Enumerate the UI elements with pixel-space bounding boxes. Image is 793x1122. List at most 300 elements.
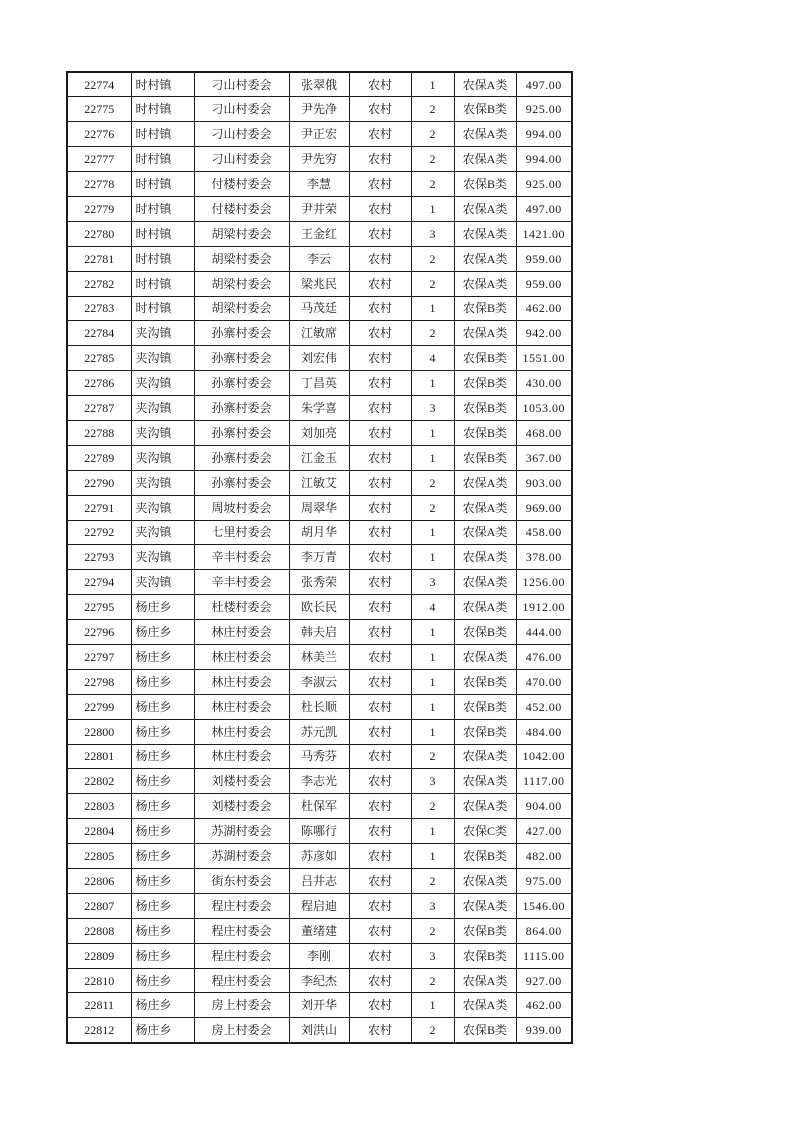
cell-village: 孙寨村委会 [194,321,289,346]
cell-id: 22812 [67,1018,131,1043]
cell-town: 时村镇 [131,72,194,97]
cell-category: 农保A类 [454,570,516,595]
table-row [67,744,572,769]
cell-residence: 农村 [349,769,411,794]
cell-residence: 农村 [349,396,411,421]
cell-town: 杨庄乡 [131,595,194,620]
table-row [67,271,572,296]
cell-name: 王金红 [289,221,349,246]
cell-town: 时村镇 [131,271,194,296]
cell-amount: 994.00 [516,122,572,147]
cell-amount: 482.00 [516,844,572,869]
cell-residence: 农村 [349,271,411,296]
cell-village: 林庄村委会 [194,744,289,769]
cell-town: 杨庄乡 [131,719,194,744]
cell-town: 夹沟镇 [131,445,194,470]
table-row [67,595,572,620]
cell-category: 农保B类 [454,346,516,371]
table-row [67,669,572,694]
table-row [67,445,572,470]
cell-category: 农保A类 [454,893,516,918]
cell-residence: 农村 [349,943,411,968]
cell-id: 22801 [67,744,131,769]
table-row [67,844,572,869]
cell-town: 杨庄乡 [131,869,194,894]
cell-category: 农保A类 [454,794,516,819]
cell-persons: 1 [411,72,454,97]
cell-name: 董绪建 [289,918,349,943]
cell-village: 刁山村委会 [194,147,289,172]
cell-residence: 农村 [349,794,411,819]
cell-category: 农保A类 [454,968,516,993]
cell-amount: 1421.00 [516,221,572,246]
cell-residence: 农村 [349,719,411,744]
cell-id: 22789 [67,445,131,470]
cell-residence: 农村 [349,744,411,769]
payment-table [66,71,573,1044]
cell-amount: 484.00 [516,719,572,744]
cell-id: 22790 [67,470,131,495]
cell-id: 22774 [67,72,131,97]
cell-name: 李万青 [289,545,349,570]
cell-village: 孙寨村委会 [194,420,289,445]
cell-category: 农保A类 [454,221,516,246]
cell-category: 农保C类 [454,819,516,844]
cell-category: 农保B类 [454,719,516,744]
cell-name: 韩夫启 [289,620,349,645]
cell-village: 苏湖村委会 [194,844,289,869]
cell-town: 杨庄乡 [131,968,194,993]
cell-persons: 2 [411,271,454,296]
cell-persons: 3 [411,893,454,918]
cell-category: 农保A类 [454,196,516,221]
cell-name: 胡月华 [289,520,349,545]
table-row [67,246,572,271]
cell-amount: 942.00 [516,321,572,346]
table-row [67,172,572,197]
cell-village: 程庄村委会 [194,968,289,993]
cell-persons: 2 [411,495,454,520]
cell-residence: 农村 [349,1018,411,1043]
cell-residence: 农村 [349,420,411,445]
cell-name: 杜长顺 [289,694,349,719]
table-row [67,321,572,346]
cell-village: 程庄村委会 [194,893,289,918]
cell-town: 时村镇 [131,97,194,122]
cell-amount: 939.00 [516,1018,572,1043]
cell-amount: 378.00 [516,545,572,570]
cell-category: 农保B类 [454,620,516,645]
cell-name: 李云 [289,246,349,271]
cell-amount: 470.00 [516,669,572,694]
cell-village: 胡梁村委会 [194,271,289,296]
cell-town: 杨庄乡 [131,943,194,968]
cell-id: 22780 [67,221,131,246]
cell-name: 欧长民 [289,595,349,620]
cell-persons: 2 [411,122,454,147]
cell-id: 22785 [67,346,131,371]
cell-village: 胡梁村委会 [194,246,289,271]
cell-name: 吕井志 [289,869,349,894]
cell-name: 马茂廷 [289,296,349,321]
table-row [67,819,572,844]
cell-amount: 925.00 [516,97,572,122]
cell-amount: 468.00 [516,420,572,445]
cell-amount: 1053.00 [516,396,572,421]
cell-amount: 462.00 [516,296,572,321]
table-row [67,719,572,744]
cell-village: 周坡村委会 [194,495,289,520]
cell-id: 22808 [67,918,131,943]
table-row [67,794,572,819]
cell-residence: 农村 [349,72,411,97]
cell-id: 22807 [67,893,131,918]
cell-town: 杨庄乡 [131,694,194,719]
cell-residence: 农村 [349,869,411,894]
cell-name: 尹正宏 [289,122,349,147]
cell-amount: 367.00 [516,445,572,470]
cell-village: 刘楼村委会 [194,794,289,819]
table-row [67,396,572,421]
cell-id: 22806 [67,869,131,894]
cell-amount: 1912.00 [516,595,572,620]
cell-amount: 497.00 [516,72,572,97]
cell-category: 农保A类 [454,122,516,147]
cell-residence: 农村 [349,570,411,595]
cell-town: 时村镇 [131,221,194,246]
cell-amount: 927.00 [516,968,572,993]
table-row [67,694,572,719]
cell-village: 街东村委会 [194,869,289,894]
cell-village: 付楼村委会 [194,196,289,221]
cell-category: 农保B类 [454,396,516,421]
cell-amount: 458.00 [516,520,572,545]
table-row [67,869,572,894]
cell-id: 22783 [67,296,131,321]
cell-amount: 452.00 [516,694,572,719]
cell-id: 22805 [67,844,131,869]
cell-town: 杨庄乡 [131,669,194,694]
cell-amount: 444.00 [516,620,572,645]
cell-town: 夹沟镇 [131,346,194,371]
cell-amount: 1117.00 [516,769,572,794]
cell-amount: 1546.00 [516,893,572,918]
cell-amount: 959.00 [516,271,572,296]
cell-village: 程庄村委会 [194,918,289,943]
cell-town: 杨庄乡 [131,1018,194,1043]
cell-residence: 农村 [349,669,411,694]
cell-village: 孙寨村委会 [194,371,289,396]
cell-name: 江金玉 [289,445,349,470]
cell-residence: 农村 [349,122,411,147]
cell-id: 22799 [67,694,131,719]
cell-name: 尹井荣 [289,196,349,221]
cell-village: 刁山村委会 [194,97,289,122]
cell-town: 夹沟镇 [131,545,194,570]
cell-category: 农保B类 [454,296,516,321]
cell-residence: 农村 [349,371,411,396]
cell-persons: 1 [411,669,454,694]
table-row [67,1018,572,1043]
cell-village: 刁山村委会 [194,72,289,97]
cell-residence: 农村 [349,196,411,221]
cell-residence: 农村 [349,147,411,172]
cell-town: 杨庄乡 [131,744,194,769]
cell-id: 22775 [67,97,131,122]
cell-town: 夹沟镇 [131,396,194,421]
table-row [67,993,572,1018]
cell-category: 农保B类 [454,844,516,869]
cell-residence: 农村 [349,644,411,669]
cell-residence: 农村 [349,321,411,346]
cell-persons: 1 [411,371,454,396]
cell-category: 农保A类 [454,321,516,346]
cell-amount: 925.00 [516,172,572,197]
cell-category: 农保A类 [454,644,516,669]
cell-name: 苏彦如 [289,844,349,869]
table-row [67,570,572,595]
cell-category: 农保A类 [454,246,516,271]
cell-amount: 1115.00 [516,943,572,968]
cell-persons: 2 [411,918,454,943]
cell-amount: 994.00 [516,147,572,172]
cell-amount: 975.00 [516,869,572,894]
cell-town: 夹沟镇 [131,321,194,346]
cell-name: 尹先净 [289,97,349,122]
cell-category: 农保A类 [454,744,516,769]
cell-persons: 3 [411,570,454,595]
table-row [67,545,572,570]
cell-persons: 1 [411,420,454,445]
payment-table-body [67,72,572,1043]
cell-id: 22804 [67,819,131,844]
cell-town: 杨庄乡 [131,769,194,794]
cell-name: 马秀芬 [289,744,349,769]
cell-name: 李淑云 [289,669,349,694]
cell-category: 农保B类 [454,1018,516,1043]
cell-name: 林美兰 [289,644,349,669]
cell-name: 刘加亮 [289,420,349,445]
cell-id: 22811 [67,993,131,1018]
cell-name: 江敏艾 [289,470,349,495]
cell-category: 农保A类 [454,271,516,296]
table-row [67,221,572,246]
cell-name: 梁兆民 [289,271,349,296]
cell-category: 农保B类 [454,420,516,445]
cell-amount: 427.00 [516,819,572,844]
cell-town: 杨庄乡 [131,794,194,819]
cell-amount: 903.00 [516,470,572,495]
cell-id: 22776 [67,122,131,147]
cell-town: 时村镇 [131,172,194,197]
cell-name: 程启迪 [289,893,349,918]
table-row [67,769,572,794]
table-row [67,470,572,495]
cell-town: 夹沟镇 [131,495,194,520]
cell-name: 苏元凯 [289,719,349,744]
table-row [67,346,572,371]
cell-name: 尹先穷 [289,147,349,172]
cell-town: 时村镇 [131,147,194,172]
cell-name: 丁昌英 [289,371,349,396]
cell-town: 杨庄乡 [131,844,194,869]
cell-id: 22802 [67,769,131,794]
cell-residence: 农村 [349,246,411,271]
cell-amount: 476.00 [516,644,572,669]
cell-category: 农保B类 [454,97,516,122]
cell-category: 农保B类 [454,669,516,694]
cell-category: 农保A类 [454,470,516,495]
table-row [67,72,572,97]
cell-residence: 农村 [349,993,411,1018]
cell-village: 七里村委会 [194,520,289,545]
cell-residence: 农村 [349,844,411,869]
cell-id: 22782 [67,271,131,296]
table-row [67,893,572,918]
table-row [67,520,572,545]
cell-town: 时村镇 [131,122,194,147]
cell-persons: 2 [411,1018,454,1043]
cell-village: 林庄村委会 [194,620,289,645]
cell-persons: 1 [411,819,454,844]
cell-residence: 农村 [349,221,411,246]
cell-name: 陈哪行 [289,819,349,844]
cell-town: 夹沟镇 [131,570,194,595]
table-row [67,968,572,993]
cell-id: 22786 [67,371,131,396]
cell-persons: 1 [411,445,454,470]
cell-category: 农保A类 [454,595,516,620]
cell-residence: 农村 [349,545,411,570]
cell-category: 农保A类 [454,147,516,172]
cell-name: 李纪杰 [289,968,349,993]
cell-id: 22779 [67,196,131,221]
cell-village: 刘楼村委会 [194,769,289,794]
table-row [67,644,572,669]
cell-category: 农保A类 [454,72,516,97]
cell-name: 李刚 [289,943,349,968]
table-row [67,122,572,147]
cell-category: 农保B类 [454,371,516,396]
cell-town: 夹沟镇 [131,520,194,545]
cell-town: 时村镇 [131,296,194,321]
cell-residence: 农村 [349,495,411,520]
cell-village: 房上村委会 [194,1018,289,1043]
cell-village: 程庄村委会 [194,943,289,968]
cell-town: 时村镇 [131,196,194,221]
cell-name: 刘宏伟 [289,346,349,371]
cell-persons: 3 [411,396,454,421]
cell-residence: 农村 [349,346,411,371]
cell-category: 农保A类 [454,769,516,794]
cell-amount: 1256.00 [516,570,572,595]
cell-category: 农保A类 [454,545,516,570]
cell-id: 22788 [67,420,131,445]
cell-amount: 959.00 [516,246,572,271]
cell-id: 22778 [67,172,131,197]
cell-name: 李志光 [289,769,349,794]
cell-id: 22792 [67,520,131,545]
cell-name: 张翠俄 [289,72,349,97]
cell-village: 林庄村委会 [194,694,289,719]
cell-name: 张秀荣 [289,570,349,595]
cell-residence: 农村 [349,97,411,122]
cell-village: 林庄村委会 [194,669,289,694]
cell-id: 22793 [67,545,131,570]
table-row [67,196,572,221]
cell-village: 林庄村委会 [194,644,289,669]
cell-id: 22803 [67,794,131,819]
cell-persons: 2 [411,172,454,197]
cell-village: 辛丰村委会 [194,545,289,570]
cell-persons: 1 [411,520,454,545]
cell-village: 孙寨村委会 [194,346,289,371]
cell-persons: 1 [411,694,454,719]
cell-persons: 2 [411,246,454,271]
table-row [67,147,572,172]
cell-persons: 1 [411,844,454,869]
cell-town: 杨庄乡 [131,893,194,918]
cell-category: 农保B类 [454,943,516,968]
cell-residence: 农村 [349,819,411,844]
cell-id: 22798 [67,669,131,694]
cell-persons: 1 [411,644,454,669]
cell-persons: 1 [411,196,454,221]
cell-village: 辛丰村委会 [194,570,289,595]
cell-category: 农保B类 [454,172,516,197]
cell-town: 杨庄乡 [131,819,194,844]
cell-persons: 2 [411,470,454,495]
table-row [67,620,572,645]
cell-village: 刁山村委会 [194,122,289,147]
cell-category: 农保B类 [454,694,516,719]
cell-town: 杨庄乡 [131,918,194,943]
cell-village: 胡梁村委会 [194,221,289,246]
cell-name: 周翠华 [289,495,349,520]
cell-id: 22810 [67,968,131,993]
cell-village: 孙寨村委会 [194,445,289,470]
cell-amount: 497.00 [516,196,572,221]
cell-id: 22777 [67,147,131,172]
cell-id: 22791 [67,495,131,520]
cell-residence: 农村 [349,445,411,470]
cell-residence: 农村 [349,520,411,545]
cell-village: 孙寨村委会 [194,396,289,421]
cell-persons: 2 [411,97,454,122]
cell-name: 李慧 [289,172,349,197]
cell-id: 22797 [67,644,131,669]
cell-name: 杜保军 [289,794,349,819]
cell-persons: 4 [411,346,454,371]
cell-name: 刘开华 [289,993,349,1018]
cell-town: 杨庄乡 [131,993,194,1018]
cell-amount: 969.00 [516,495,572,520]
table-row [67,918,572,943]
cell-category: 农保A类 [454,993,516,1018]
cell-id: 22781 [67,246,131,271]
cell-residence: 农村 [349,620,411,645]
cell-village: 胡梁村委会 [194,296,289,321]
cell-name: 朱学喜 [289,396,349,421]
cell-persons: 1 [411,545,454,570]
cell-residence: 农村 [349,918,411,943]
table-row [67,97,572,122]
table-row [67,420,572,445]
cell-persons: 2 [411,869,454,894]
cell-town: 夹沟镇 [131,470,194,495]
cell-category: 农保A类 [454,520,516,545]
cell-village: 苏湖村委会 [194,819,289,844]
